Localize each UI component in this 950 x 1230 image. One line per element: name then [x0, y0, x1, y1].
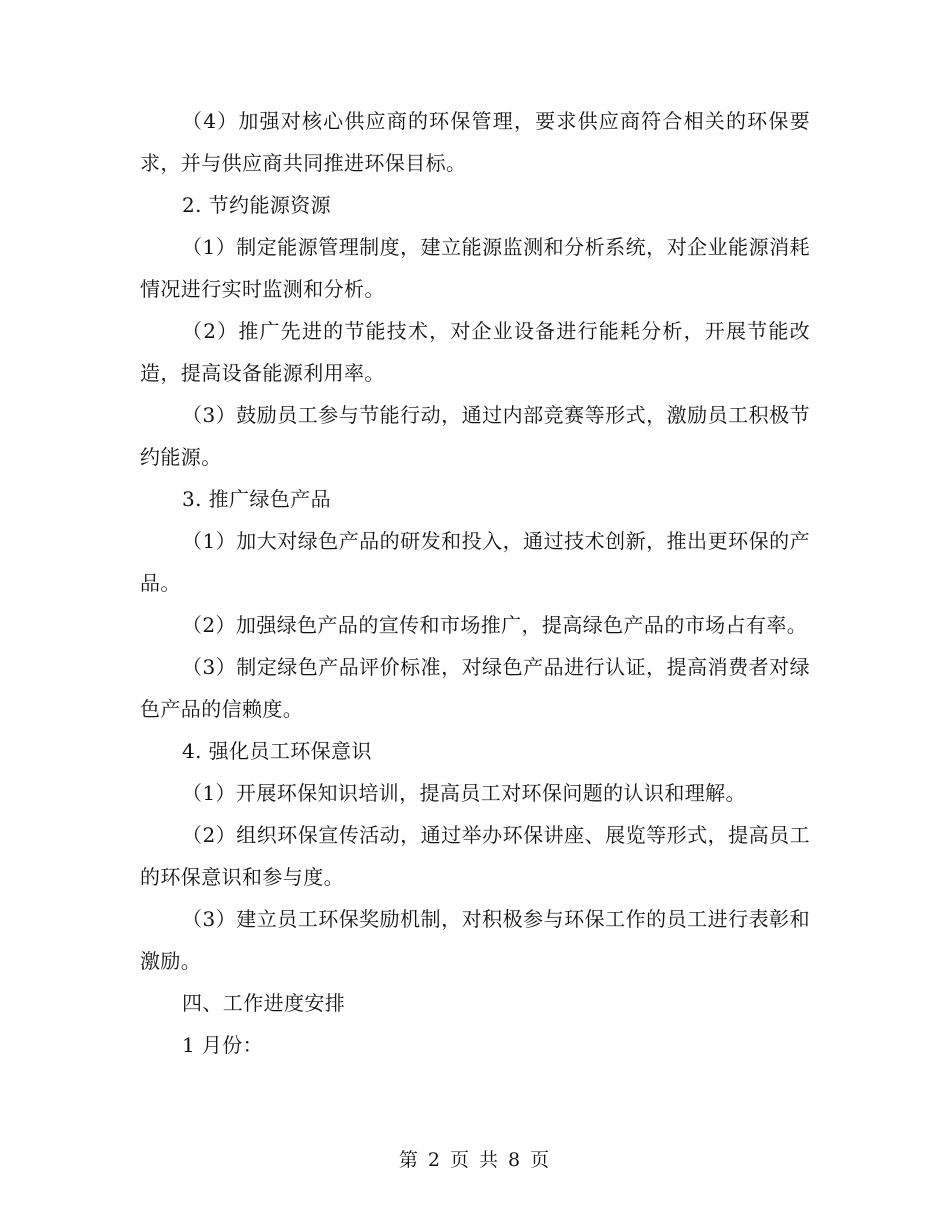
paragraph-january: 1 月份： [182, 1033, 264, 1057]
paragraph-energy-staff: （3）鼓励员工参与节能行动，通过内部竞赛等形式，激励员工积极节约能源。 [140, 403, 810, 469]
document-body [140, 100, 810, 1066]
heading-save-energy: 2. 节约能源资源 [182, 193, 332, 217]
paragraph-supplier-management: （4）加强对核心供应商的环保管理，要求供应商符合相关的环保要求，并与供应商共同推进环保目标。 [140, 109, 810, 175]
page-number-footer: 第 2 页 共 8 页 [398, 1149, 552, 1171]
paragraph-staff-reward: （3）建立员工环保奖励机制，对积极参与环保工作的员工进行表彰和激励。 [140, 907, 810, 973]
paragraph-energy-tech: （2）推广先进的节能技术，对企业设备进行能耗分析，开展节能改造，提高设备能源利用率。 [140, 319, 810, 385]
heading-schedule: 四、工作进度安排 [182, 991, 346, 1015]
paragraph-energy-system: （1）制定能源管理制度，建立能源监测和分析系统，对企业能源消耗情况进行实时监测和分析。 [140, 235, 810, 301]
heading-green-products: 3. 推广绿色产品 [182, 487, 332, 511]
paragraph-staff-training: （1）开展环保知识培训，提高员工对环保问题的认识和理解。 [182, 781, 746, 805]
heading-staff-awareness: 4. 强化员工环保意识 [182, 739, 372, 763]
paragraph-green-rd: （1）加大对绿色产品的研发和投入，通过技术创新，推出更环保的产品。 [140, 529, 810, 595]
paragraph-staff-campaign: （2）组织环保宣传活动，通过举办环保讲座、展览等形式，提高员工的环保意识和参与度。 [140, 823, 810, 889]
paragraph-green-marketing: （2）加强绿色产品的宣传和市场推广，提高绿色产品的市场占有率。 [182, 613, 808, 637]
paragraph-green-standard: （3）制定绿色产品评价标准，对绿色产品进行认证，提高消费者对绿色产品的信赖度。 [140, 655, 810, 721]
